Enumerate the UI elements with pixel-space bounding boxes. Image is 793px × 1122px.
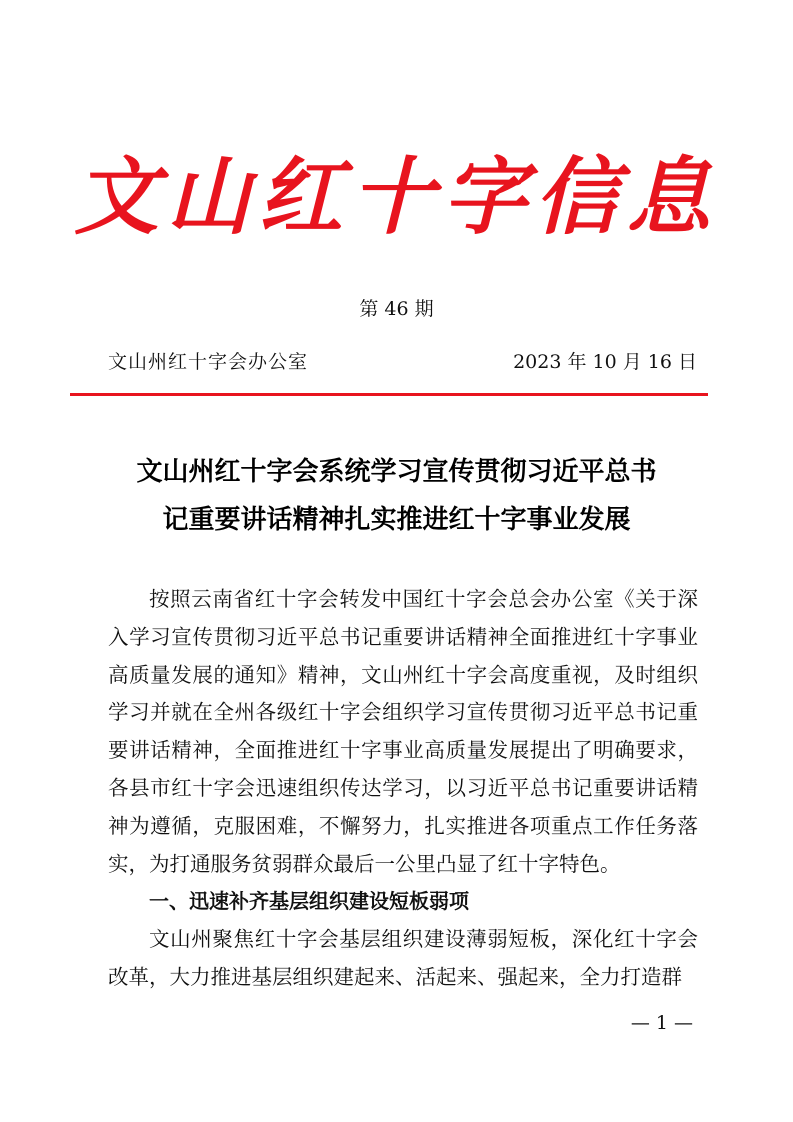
paragraph-intro: 按照云南省红十字会转发中国红十字会总会办公室《关于深入学习宣传贯彻习近平总书记重要讲话精神全面推进红十字事业高质量发展的通知》精神，文山州红十字会高度重视，及时组织学习并就在全州各级红十字会组织学习宣传贯彻习近平总书记重要讲话精神，全面推进红十字事业高质量发展提出了明确要求，各县市红十字会迅速组织传达学习，以习近平总书记重要讲话精神为遵循，克服困难，不懈努力，扎实推进各项重点工作任务落实，为打通服务贫弱群众最后一公里凸显了红十字特色。 (108, 587, 698, 876)
article-title-line-2: 记重要讲话精神扎实推进红十字事业发展 (162, 505, 631, 535)
issue-date: 2023 年 10 月 16 日 (513, 351, 697, 373)
article-title-line-1: 文山州红十字会系统学习宣传贯彻习近平总书 (136, 457, 657, 487)
article-body (108, 581, 698, 997)
section-heading-1: 一、迅速补齐基层组织建设短板弱项 (149, 889, 469, 914)
page-number: — 1 — (630, 1012, 693, 1034)
issue-number: 第 46 期 (359, 298, 434, 320)
article-title (70, 448, 723, 544)
masthead-title: 文山红十字信息 (74, 146, 719, 246)
red-divider-rule (70, 393, 708, 396)
issuing-organization: 文山州红十字会办公室 (108, 351, 309, 373)
paragraph-section-1: 文山州聚焦红十字会基层组织建设薄弱短板，深化红十字会改革，大力推进基层组织建起来、活起来、强起来，全力打造群 (108, 927, 698, 989)
